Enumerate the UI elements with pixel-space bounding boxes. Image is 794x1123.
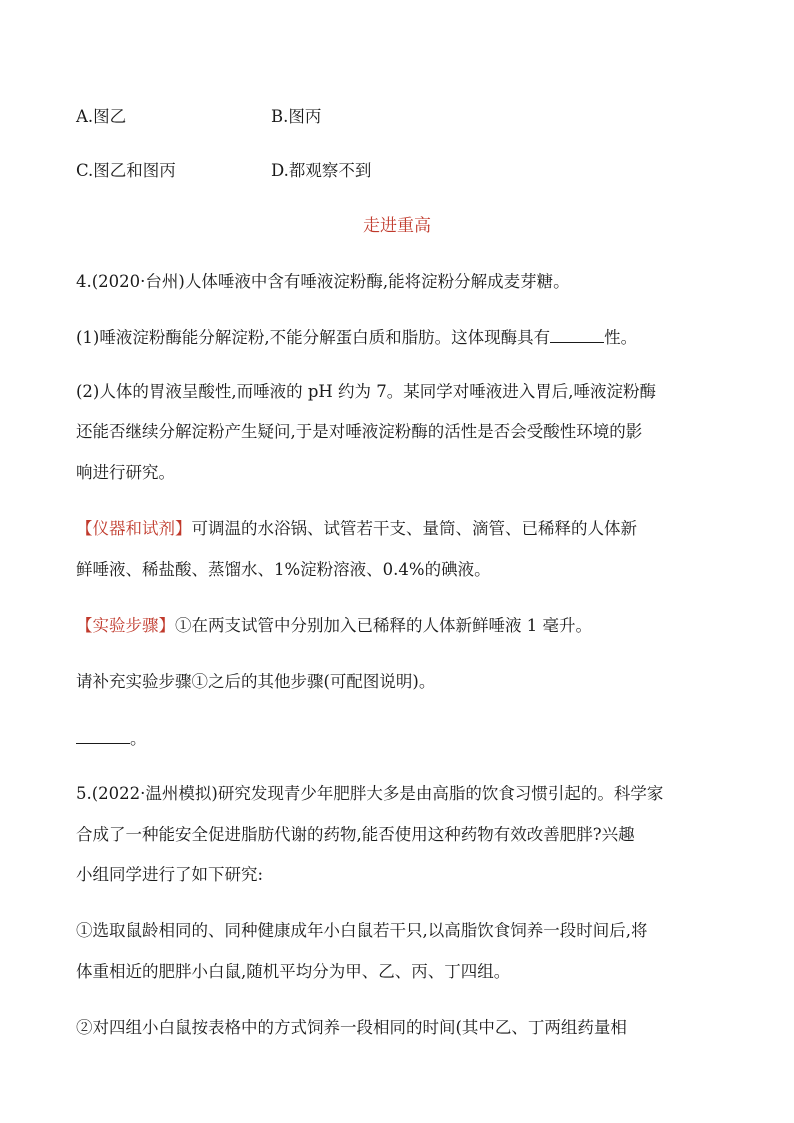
q4-stem: 4.(2020·台州)人体唾液中含有唾液淀粉酶,能将淀粉分解成麦芽糖。 bbox=[76, 272, 570, 291]
answer-line-end: 。 bbox=[130, 729, 147, 748]
steps-tag: 【实验步骤】 bbox=[76, 616, 175, 635]
option-c: C.图乙和图丙 bbox=[76, 161, 176, 180]
q4-part1 bbox=[76, 326, 637, 349]
q4-steps bbox=[76, 615, 592, 637]
answer-blank bbox=[550, 326, 604, 343]
q5-line2: 合成了一种能安全促进脂肪代谢的药物,能否使用这种药物有效改善肥胖?兴趣 bbox=[76, 825, 635, 844]
q4-supplement: 请补充实验步骤①之后的其他步骤(可配图说明)。 bbox=[76, 672, 436, 691]
q4-part2-line1: (2)人体的胃液呈酸性,而唾液的 pH 约为 7。某同学对唾液进入胃后,唾液淀粉酶 bbox=[76, 382, 657, 401]
q4-equipment-line1 bbox=[76, 518, 637, 540]
equipment-tag: 【仪器和试剂】 bbox=[76, 519, 192, 538]
q5-line3: 小组同学进行了如下研究: bbox=[76, 865, 264, 884]
q4-part1-suffix: 性。 bbox=[604, 328, 638, 347]
steps-text: ①在两支试管中分别加入已稀释的人体新鲜唾液 1 毫升。 bbox=[175, 616, 592, 635]
q4-part1-text: (1)唾液淀粉酶能分解淀粉,不能分解蛋白质和脂肪。这体现酶具有 bbox=[76, 328, 551, 347]
q4-part2-line2: 还能否继续分解淀粉产生疑问,于是对唾液淀粉酶的活性是否会受酸性环境的影 bbox=[76, 422, 643, 441]
q5-step1-line2: 体重相近的肥胖小白鼠,随机平均分为甲、乙、丙、丁四组。 bbox=[76, 962, 511, 981]
q5-step2-line1: ②对四组小白鼠按表格中的方式饲养一段相同的时间(其中乙、丁两组药量相 bbox=[76, 1018, 627, 1037]
option-b: B.图丙 bbox=[271, 107, 322, 126]
q4-answer-line bbox=[76, 727, 147, 750]
q5-step1-line1: ①选取鼠龄相同的、同种健康成年小白鼠若干只,以高脂饮食饲养一段时间后,将 bbox=[76, 921, 648, 940]
option-d: D.都观察不到 bbox=[271, 161, 372, 180]
q4-part2-line3: 响进行研究。 bbox=[76, 463, 175, 482]
equipment-text: 可调温的水浴锅、试管若干支、量筒、滴管、已稀释的人体新 bbox=[191, 519, 637, 538]
q5-line1: 5.(2022·温州模拟)研究发现青少年肥胖大多是由高脂的饮食习惯引起的。科学家 bbox=[76, 784, 664, 803]
option-a: A.图乙 bbox=[76, 107, 127, 126]
q4-equipment-line2: 鲜唾液、稀盐酸、蒸馏水、1%淀粉溶液、0.4%的碘液。 bbox=[76, 560, 491, 579]
section-title: 走进重高 bbox=[363, 216, 431, 236]
answer-blank bbox=[76, 727, 130, 744]
